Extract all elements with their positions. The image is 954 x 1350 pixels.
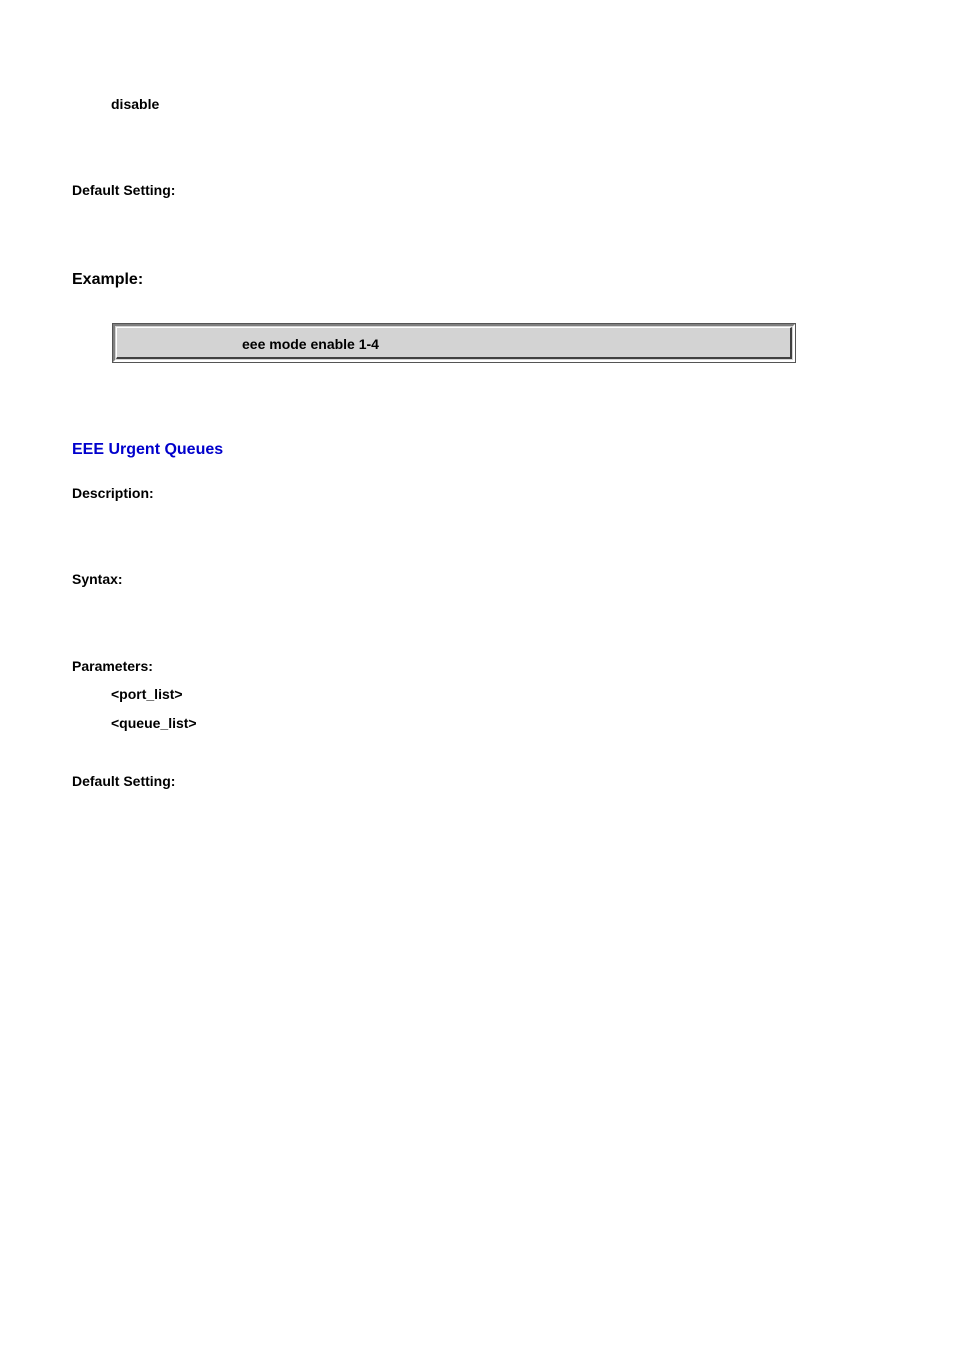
example-command-text: eee mode enable 1-4 [242, 336, 379, 352]
example-command-box [113, 324, 795, 362]
default-setting-label-urgent: Default Setting: [72, 773, 176, 789]
description-label: Description: [72, 485, 154, 501]
param-value-disable: disable [111, 96, 160, 112]
param-queue-list: <queue_list> [111, 715, 197, 731]
parameters-label: Parameters: [72, 658, 153, 674]
syntax-label: Syntax: [72, 571, 123, 587]
example-command-bevel [116, 327, 792, 359]
param-port-list: <port_list> [111, 686, 183, 702]
default-setting-label: Default Setting: [72, 182, 176, 198]
section-title-eee-urgent-queues: EEE Urgent Queues [72, 441, 224, 458]
example-label: Example: [72, 271, 144, 288]
